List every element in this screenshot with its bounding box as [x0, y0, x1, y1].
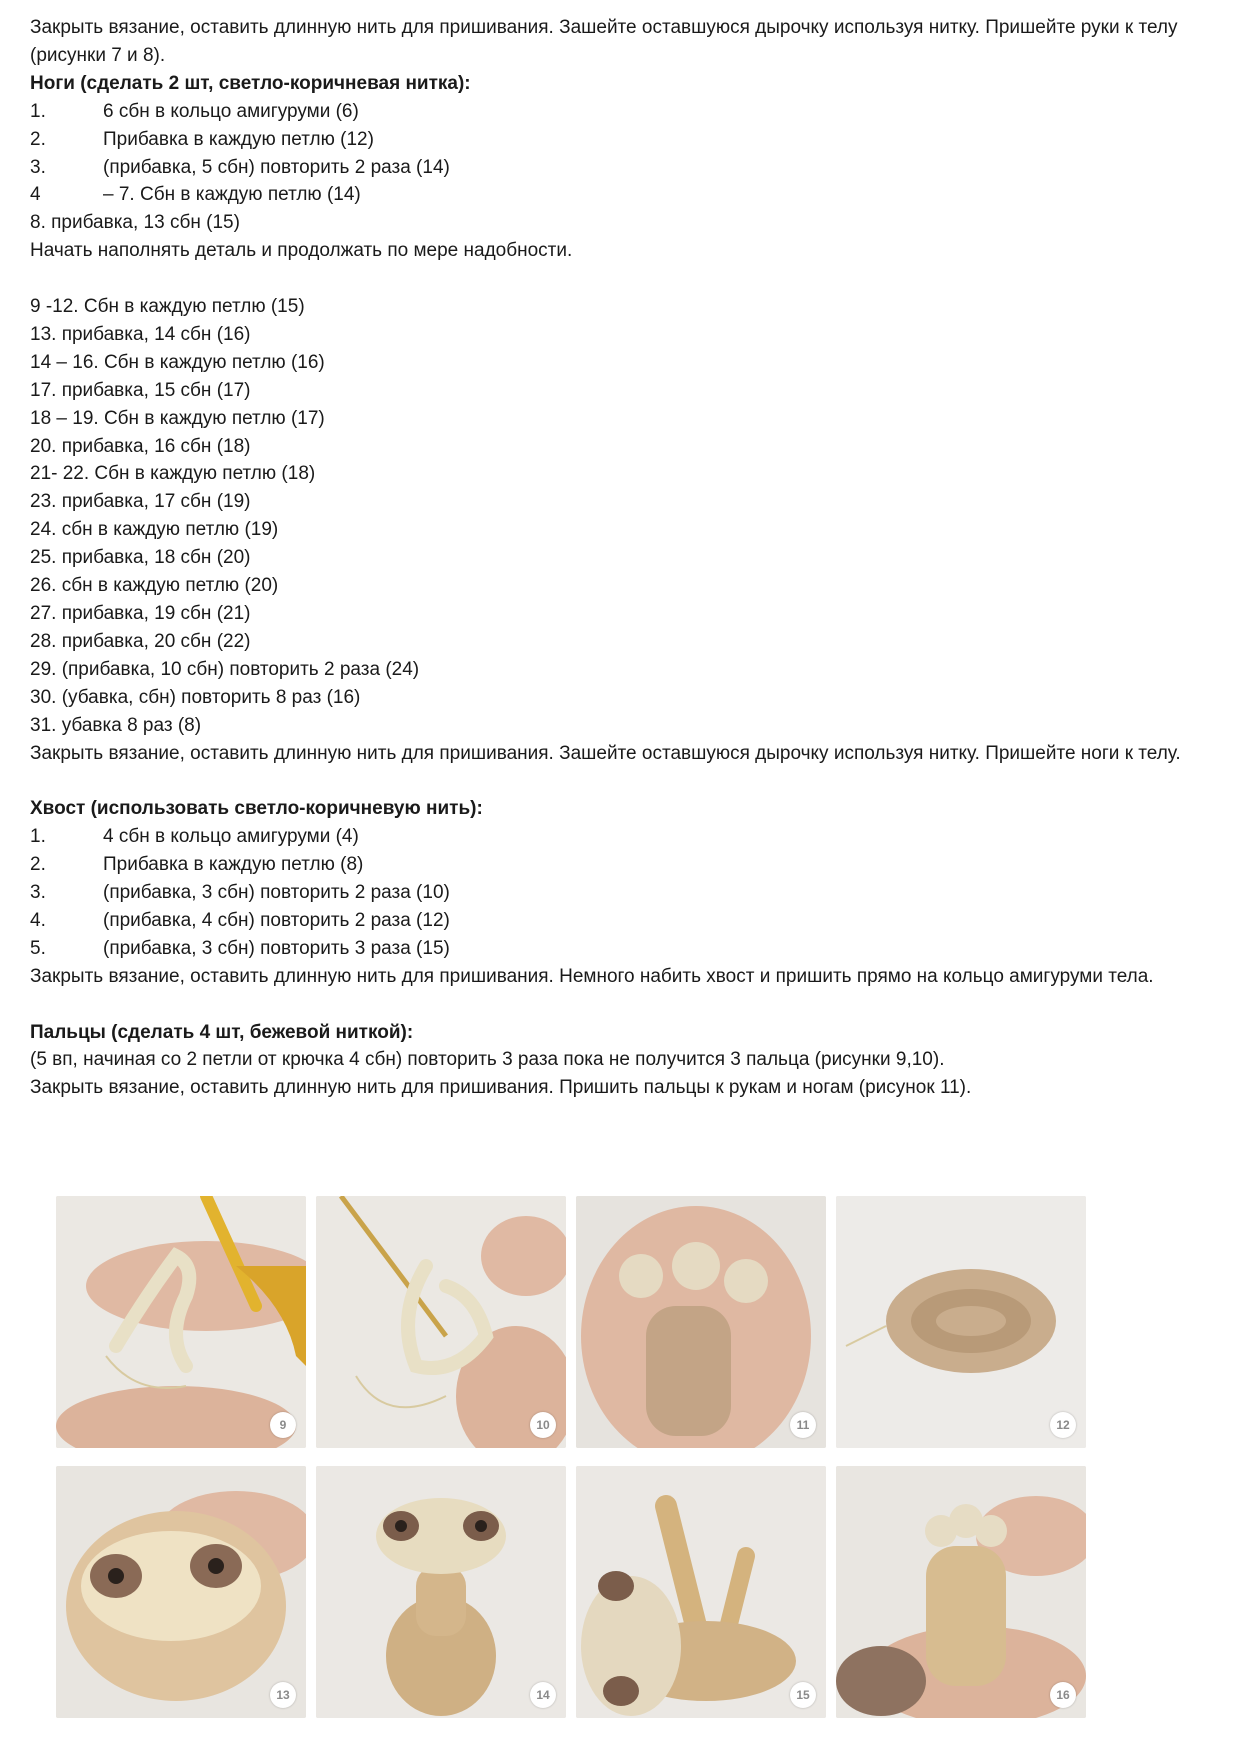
tail-row: [30, 907, 1220, 935]
photo-illustration: [56, 1196, 306, 1448]
row-text: 4 сбн в кольцо амигуруми (4): [103, 826, 359, 848]
photo-number-badge: 12: [1050, 1412, 1076, 1438]
legs-row: 20. прибавка, 16 сбн (18): [30, 435, 251, 457]
legs-row: 31. убавка 8 раз (8): [30, 714, 202, 736]
row-number: 1.: [30, 826, 46, 848]
spacer: [30, 991, 1220, 1019]
row-text: Прибавка в каждую петлю (8): [103, 854, 364, 876]
photo-number-badge: 16: [1050, 1682, 1076, 1708]
legs-row: [30, 181, 1220, 209]
row-text: (прибавка, 5 сбн) повторить 2 раза (14): [103, 156, 450, 178]
row-text: Прибавка в каждую петлю (12): [103, 128, 374, 150]
photo-grid: [56, 1196, 1096, 1718]
legs-row: [30, 154, 1220, 182]
tail-row: [30, 851, 1220, 879]
photo-illustration: [56, 1466, 306, 1718]
row-number: 4.: [30, 909, 46, 931]
photo-10: [316, 1196, 566, 1448]
photo-number-badge: 13: [270, 1682, 296, 1708]
legs-row: 9 -12. Сбн в каждую петлю (15): [30, 296, 305, 318]
photo-illustration: [576, 1196, 826, 1448]
photo-number-badge: 15: [790, 1682, 816, 1708]
fingers-line: Закрыть вязание, оставить длинную нить для пришивания. Пришить пальцы к рукам и ногам (рисунок 11).: [30, 1077, 972, 1099]
row-text: 6 сбн в кольцо амигуруми (6): [103, 100, 359, 122]
spacer: [30, 265, 1220, 293]
row-text: (прибавка, 3 сбн) повторить 3 раза (15): [103, 937, 450, 959]
fingers-heading: Пальцы (сделать 4 шт, бежевой ниткой):: [30, 1021, 414, 1043]
tail-row: [30, 823, 1220, 851]
row-number: 2.: [30, 128, 46, 150]
legs-row: 27. прибавка, 19 сбн (21): [30, 603, 251, 625]
legs-row: [30, 98, 1220, 126]
photo-illustration: [316, 1466, 566, 1718]
legs-row: 23. прибавка, 17 сбн (19): [30, 491, 251, 513]
legs-row: [30, 126, 1220, 154]
legs-row: 29. (прибавка, 10 сбн) повторить 2 раза (24): [30, 658, 420, 680]
spacer: [30, 767, 1220, 795]
photo-number-badge: 9: [270, 1412, 296, 1438]
row-text: – 7. Сбн в каждую петлю (14): [103, 184, 361, 206]
intro-paragraph: Закрыть вязание, оставить длинную нить для пришивания. Зашейте оставшуюся дырочку используя нитку. Пришейте руки к телу (рисунки 7 и 8).: [30, 17, 1178, 66]
legs-note: Начать наполнять деталь и продолжать по мере надобности.: [30, 240, 573, 262]
legs-row: 28. прибавка, 20 сбн (22): [30, 630, 251, 652]
photo-illustration: [576, 1466, 826, 1718]
pattern-text: [30, 14, 1220, 1102]
legs-row: 30. (убавка, сбн) повторить 8 раз (16): [30, 686, 361, 708]
legs-row: 17. прибавка, 15 сбн (17): [30, 379, 251, 401]
photo-illustration: [316, 1196, 566, 1448]
photo-12: [836, 1196, 1086, 1448]
fingers-line: (5 вп, начиная со 2 петли от крючка 4 сбн) повторить 3 раза пока не получится 3 пальца (рисунки 9,10).: [30, 1049, 945, 1071]
legs-row: 8. прибавка, 13 сбн (15): [30, 212, 240, 234]
tail-closing: Закрыть вязание, оставить длинную нить для пришивания. Немного набить хвост и пришить прямо на кольцо амигуруми тела.: [30, 965, 1154, 987]
tail-heading: Хвост (использовать светло-коричневую нить):: [30, 798, 483, 820]
row-number: 5.: [30, 937, 46, 959]
row-number: 1.: [30, 100, 46, 122]
legs-row: 26. сбн в каждую петлю (20): [30, 575, 279, 597]
photo-number-badge: 11: [790, 1412, 816, 1438]
legs-row: 13. прибавка, 14 сбн (16): [30, 323, 251, 345]
photo-11: [576, 1196, 826, 1448]
legs-row: 24. сбн в каждую петлю (19): [30, 519, 279, 541]
row-number: 3.: [30, 156, 46, 178]
photo-number-badge: 10: [530, 1412, 556, 1438]
tail-row: [30, 879, 1220, 907]
row-text: (прибавка, 4 сбн) повторить 2 раза (12): [103, 909, 450, 931]
row-number: 2.: [30, 854, 46, 876]
legs-row: 14 – 16. Сбн в каждую петлю (16): [30, 351, 325, 373]
photo-9: [56, 1196, 306, 1448]
legs-row: 21- 22. Сбн в каждую петлю (18): [30, 463, 316, 485]
legs-row: 18 – 19. Сбн в каждую петлю (17): [30, 407, 325, 429]
row-number: 4: [30, 184, 41, 206]
legs-heading: Ноги (сделать 2 шт, светло-коричневая нитка):: [30, 72, 471, 94]
photo-number-badge: 14: [530, 1682, 556, 1708]
row-text: (прибавка, 3 сбн) повторить 2 раза (10): [103, 882, 450, 904]
photo-13: [56, 1466, 306, 1718]
photo-16: [836, 1466, 1086, 1718]
photo-illustration: [836, 1196, 1086, 1448]
legs-closing: Закрыть вязание, оставить длинную нить для пришивания. Зашейте оставшуюся дырочку используя нитку. Пришейте ноги к телу.: [30, 742, 1181, 764]
photo-15: [576, 1466, 826, 1718]
legs-row: 25. прибавка, 18 сбн (20): [30, 547, 251, 569]
tail-row: [30, 935, 1220, 963]
photo-14: [316, 1466, 566, 1718]
row-number: 3.: [30, 882, 46, 904]
photo-illustration: [836, 1466, 1086, 1718]
